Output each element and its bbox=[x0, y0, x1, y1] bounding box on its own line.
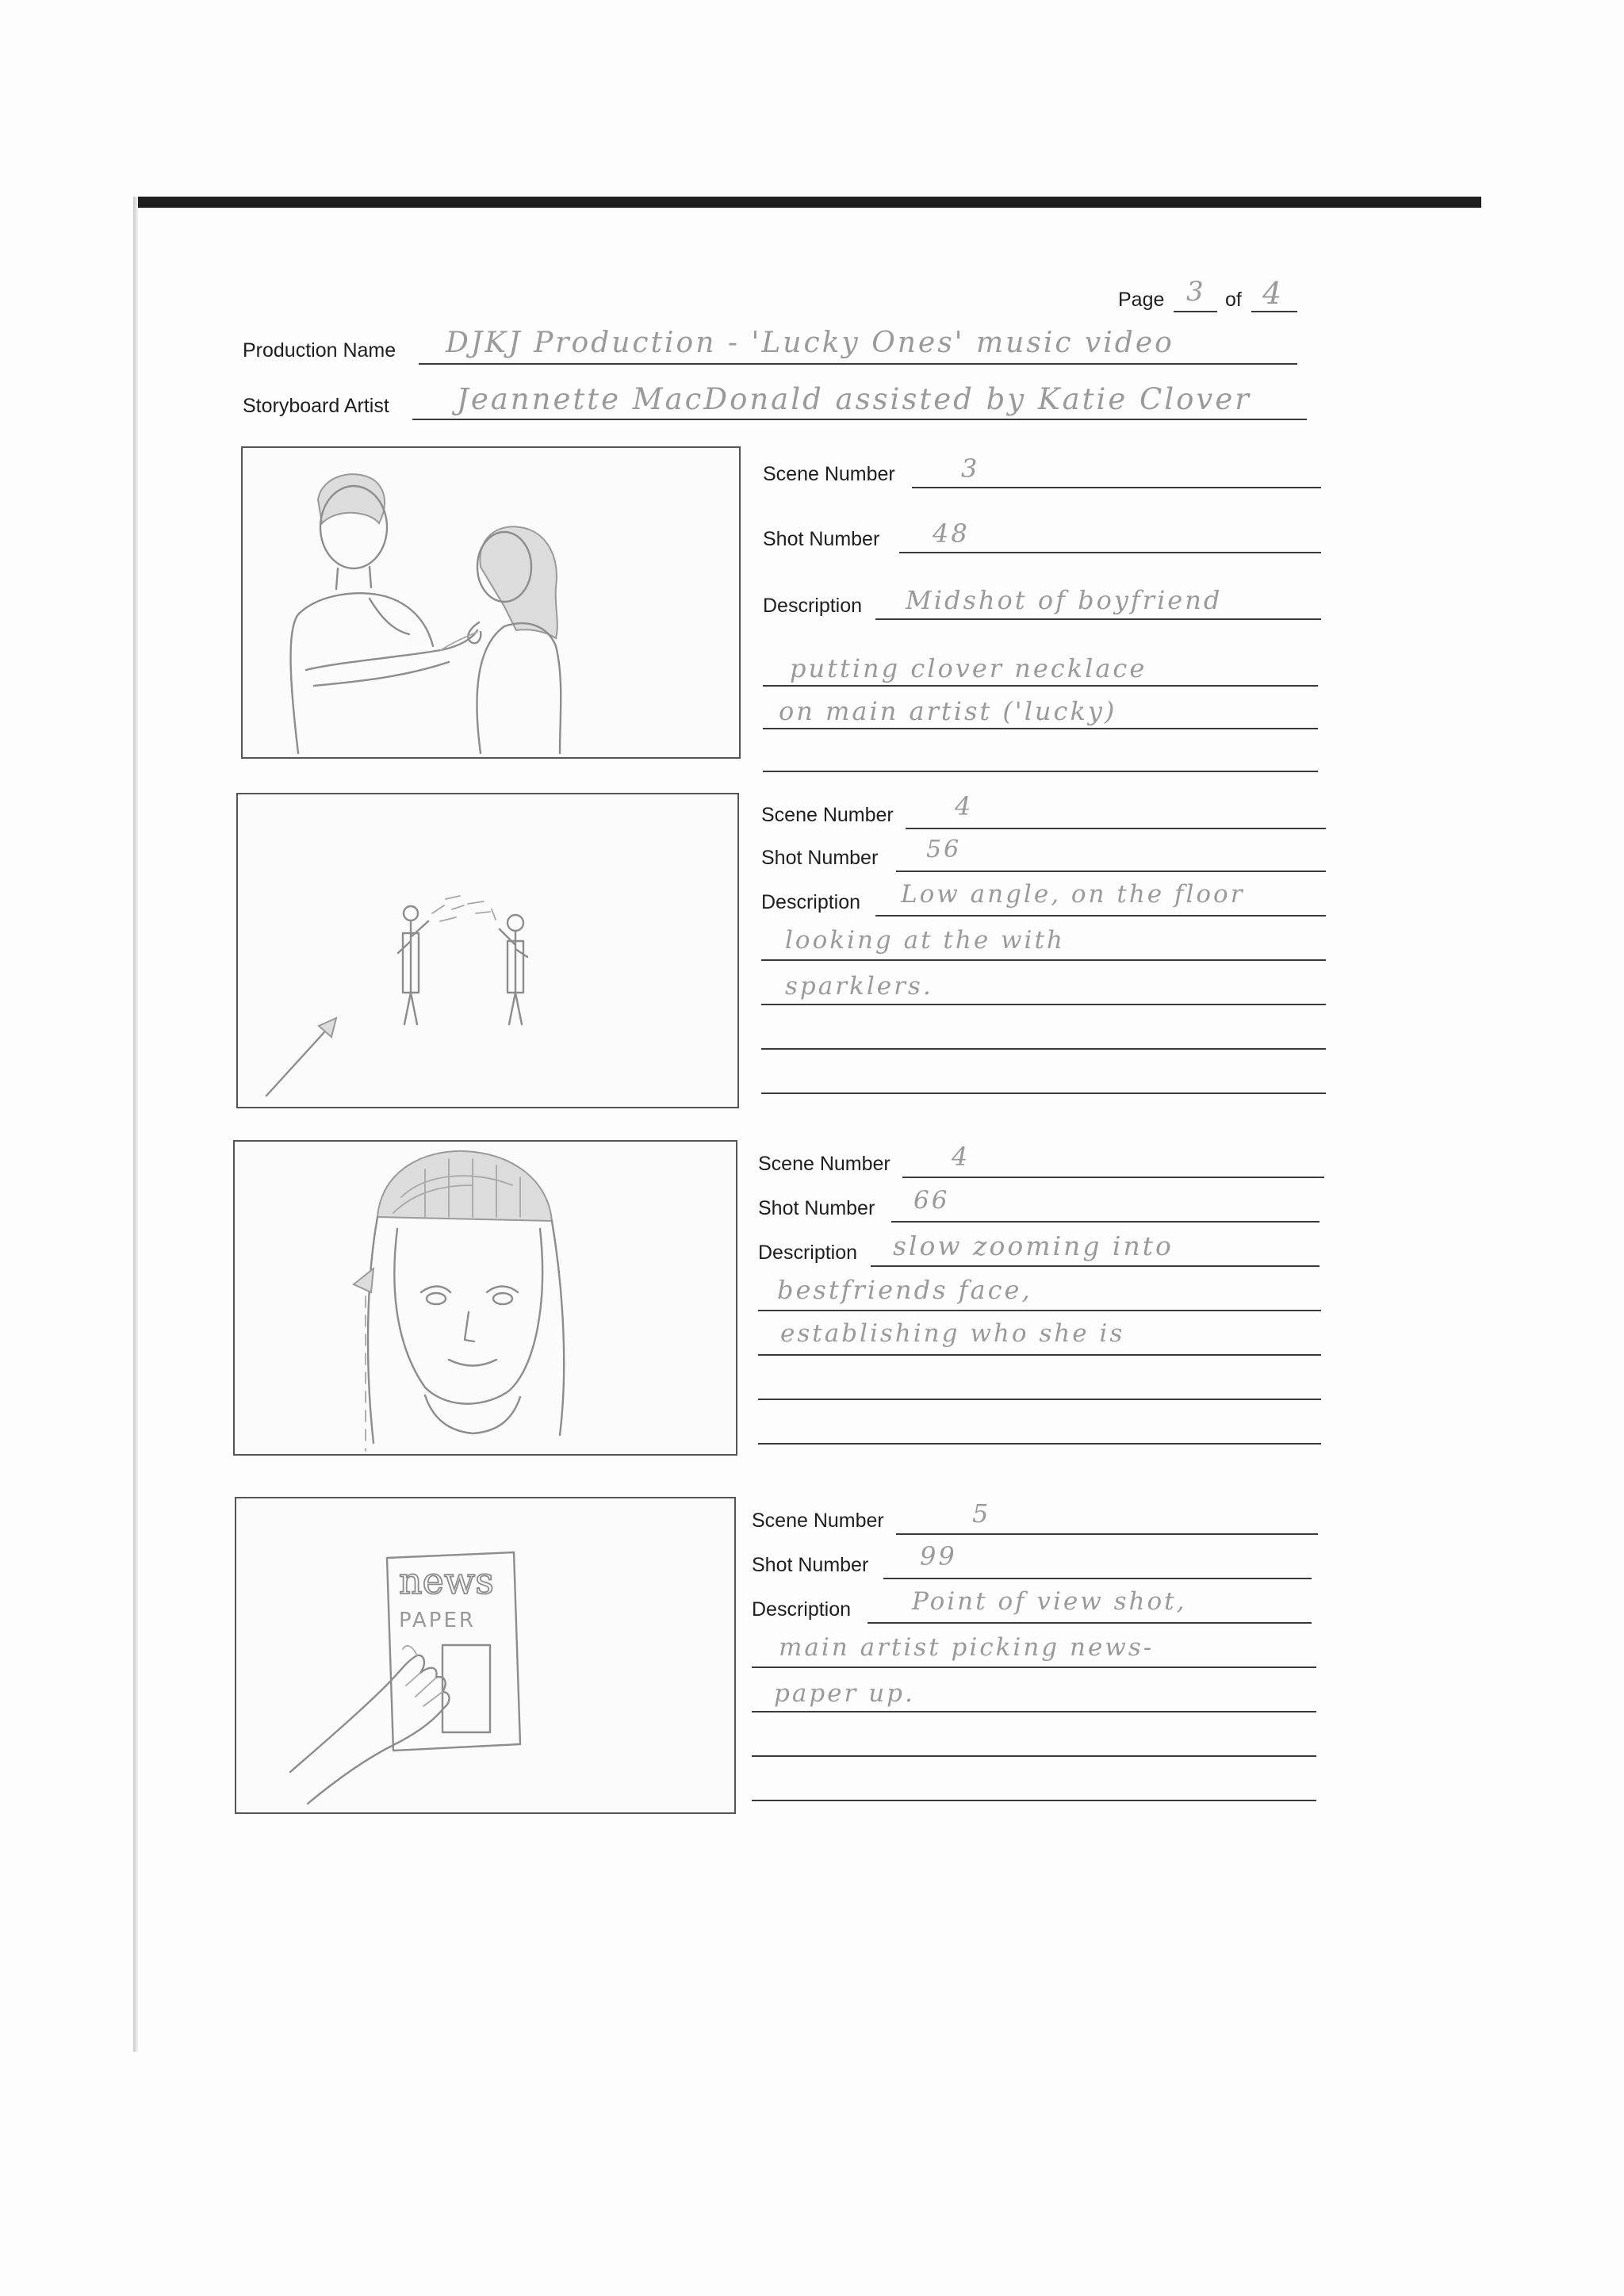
description-rule-2-3 bbox=[761, 1004, 1326, 1005]
newspaper-title-bottom: PAPER bbox=[399, 1609, 476, 1632]
of-label: of bbox=[1225, 289, 1242, 311]
shot-number-label-4: Shot Number bbox=[752, 1554, 869, 1576]
sketch-frame-3 bbox=[233, 1140, 737, 1456]
shot-number-line-2 bbox=[896, 871, 1326, 872]
scene-number-line-3 bbox=[902, 1177, 1324, 1178]
production-name-value: DJKJ Production - 'Lucky Ones' music video bbox=[446, 327, 1174, 359]
scene-number-label-4: Scene Number bbox=[752, 1510, 884, 1532]
storyboard-artist-line bbox=[412, 419, 1307, 420]
shot-number-line-1 bbox=[899, 552, 1321, 553]
description-line-4-1: Point of view shot, bbox=[912, 1587, 1187, 1616]
scene-number-line-1 bbox=[912, 487, 1321, 488]
description-line-2-3: sparklers. bbox=[785, 972, 933, 1001]
page-total: 4 bbox=[1262, 276, 1285, 311]
description-line-3-2: bestfriends face, bbox=[777, 1275, 1032, 1305]
description-rule-3-2 bbox=[758, 1310, 1321, 1311]
storyboard-artist-value: Jeannette MacDonald assisted by Katie Clover bbox=[457, 382, 1251, 416]
description-rule-4-1 bbox=[868, 1622, 1312, 1624]
description-rule-2-5 bbox=[761, 1093, 1326, 1094]
description-line-3-1: slow zooming into bbox=[893, 1230, 1174, 1261]
scene-number-line-2 bbox=[906, 828, 1326, 829]
description-rule-2-2 bbox=[761, 959, 1326, 961]
scene-number-value-4: 5 bbox=[972, 1498, 991, 1529]
description-line-4-3: paper up. bbox=[774, 1679, 915, 1708]
description-label-4: Description bbox=[752, 1598, 852, 1621]
production-name-label: Production Name bbox=[243, 339, 396, 362]
shot-number-value-3: 66 bbox=[914, 1186, 950, 1215]
scene-number-value-3: 4 bbox=[952, 1142, 971, 1172]
scene-number-label-1: Scene Number bbox=[763, 463, 895, 485]
shot-number-line-3 bbox=[891, 1221, 1320, 1223]
description-rule-3-1 bbox=[871, 1265, 1320, 1267]
description-rule-4-5 bbox=[752, 1800, 1316, 1801]
description-line-2-1: Low angle, on the floor bbox=[901, 880, 1245, 909]
page-number: 3 bbox=[1186, 276, 1206, 308]
scan-shadow-left bbox=[133, 197, 138, 2052]
sketch-sparklers-low-angle bbox=[238, 794, 737, 1107]
description-rule-1-1 bbox=[875, 618, 1321, 620]
sketch-frame-2 bbox=[236, 793, 739, 1108]
description-rule-3-3 bbox=[758, 1354, 1321, 1356]
description-rule-1-2 bbox=[763, 685, 1318, 687]
description-line-4-2: main artist picking news- bbox=[779, 1633, 1155, 1662]
scene-number-label-2: Scene Number bbox=[761, 804, 894, 826]
description-rule-2-4 bbox=[761, 1048, 1326, 1050]
sketch-boyfriend-necklace bbox=[243, 448, 739, 757]
scene-number-value-2: 4 bbox=[955, 791, 974, 821]
storyboard-artist-label: Storyboard Artist bbox=[243, 395, 389, 417]
scene-number-value-1: 3 bbox=[961, 453, 980, 484]
description-line-1-1: Midshot of boyfriend bbox=[906, 585, 1223, 615]
production-name-line bbox=[419, 363, 1297, 365]
description-rule-1-3 bbox=[763, 728, 1318, 729]
description-rule-4-3 bbox=[752, 1711, 1316, 1712]
description-rule-3-4 bbox=[758, 1399, 1321, 1400]
sketch-newspaper-pov bbox=[236, 1498, 734, 1812]
shot-number-label-1: Shot Number bbox=[763, 528, 880, 550]
scene-number-label-3: Scene Number bbox=[758, 1153, 891, 1175]
description-label-1: Description bbox=[763, 595, 863, 617]
description-label-2: Description bbox=[761, 891, 861, 913]
page-total-line bbox=[1251, 311, 1297, 312]
description-line-1-2: putting clover necklace bbox=[790, 653, 1147, 683]
sketch-frame-1 bbox=[241, 446, 741, 759]
description-rule-1-4 bbox=[763, 771, 1318, 772]
sketch-bestfriend-face bbox=[235, 1142, 736, 1454]
shot-number-label-2: Shot Number bbox=[761, 847, 879, 869]
description-line-1-3: on main artist ('lucky) bbox=[779, 696, 1117, 726]
sketch-frame-4 bbox=[235, 1497, 736, 1814]
shot-number-value-2: 56 bbox=[926, 836, 962, 863]
shot-number-line-4 bbox=[883, 1578, 1312, 1579]
shot-number-value-4: 99 bbox=[920, 1541, 957, 1571]
shot-number-value-1: 48 bbox=[933, 519, 970, 549]
description-label-3: Description bbox=[758, 1242, 858, 1264]
newspaper-title-top: news bbox=[399, 1559, 494, 1602]
description-line-3-3: establishing who she is bbox=[780, 1319, 1125, 1348]
page-label: Page bbox=[1118, 289, 1165, 311]
description-rule-4-2 bbox=[752, 1667, 1316, 1668]
description-rule-3-5 bbox=[758, 1443, 1321, 1445]
description-rule-2-1 bbox=[875, 915, 1326, 916]
description-line-2-2: looking at the with bbox=[785, 926, 1065, 955]
scene-number-line-4 bbox=[896, 1533, 1318, 1535]
description-rule-4-4 bbox=[752, 1755, 1316, 1757]
scan-shadow-top bbox=[133, 197, 1481, 208]
shot-number-label-3: Shot Number bbox=[758, 1197, 875, 1219]
page-number-line bbox=[1174, 311, 1217, 312]
